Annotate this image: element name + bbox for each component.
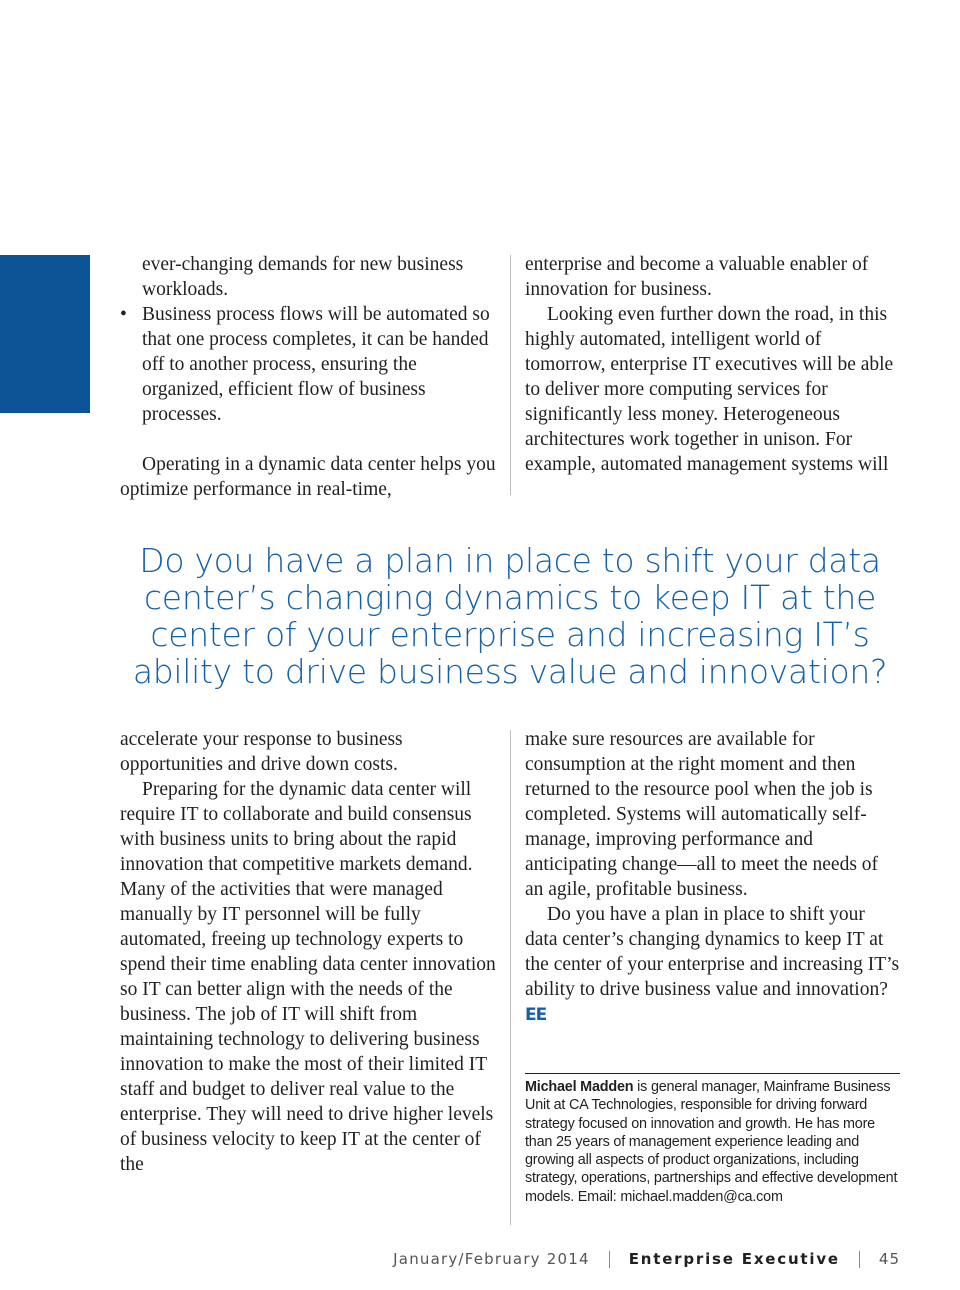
top-right-column — [525, 252, 903, 477]
paragraph: Preparing for the dynamic data center will require IT to collaborate and build consensus with business units to bring about the rapid innovation that competitive markets demand. Many of the activities that were managed manually by IT personnel will be fully automated, freeing up technology experts to spend their time enabling data center innovation so IT can better align with the needs of the business. The job of IT will shift from maintaining technology to delivering business innovation to make the most of their limited IT staff and budget to deliver real value to the enterprise. They will need to drive higher levels of business velocity to keep IT at the center of the — [120, 779, 496, 1175]
top-left-column — [120, 252, 498, 502]
paragraph-text: Do you have a plan in place to shift your data center’s changing dynamics to keep IT at the center of your enterprise and increasing IT’s ability to drive business value and innovation? — [525, 904, 900, 1000]
paragraph — [525, 902, 900, 1028]
author-bio — [525, 1078, 903, 1206]
footer-separator — [859, 1251, 860, 1268]
column-divider — [510, 730, 511, 1225]
bio-divider — [525, 1073, 900, 1074]
publication-name: Enterprise Executive — [628, 1250, 840, 1268]
footer-separator — [609, 1251, 610, 1268]
bio-text: is general manager, Mainframe Business Unit at CA Technologies, responsible for driving forward strategy focused on innovation and growth. He has more than 25 years of management experience leading and growing all aspects of product organizations, including strategy, operations, partnerships and effective development models. Email: michael.madden@ca.com — [525, 1079, 898, 1205]
page-number: 45 — [878, 1250, 900, 1268]
paragraph: Operating in a dynamic data center helps you optimize performance in real-time, — [120, 454, 496, 500]
bottom-right-column — [525, 727, 900, 1028]
bottom-left-column — [120, 727, 498, 1177]
continuation-text: enterprise and become a valuable enabler of innovation for business. — [525, 254, 869, 300]
author-name: Michael Madden — [525, 1079, 634, 1095]
paragraph: Looking even further down the road, in this highly automated, intelligent world of tomorrow, enterprise IT executives will be able to deliver more computing services for significantly less money. Heterogeneous architectures work together in unison. For example, automated management systems will — [525, 304, 894, 475]
pull-quote: Do you have a plan in place to shift your data center’s changing dynamics to keep IT at the center of your enterprise and increasing IT’s ability to drive business value and innovation? — [132, 541, 888, 691]
end-mark: EE — [525, 1005, 547, 1025]
section-tab — [0, 255, 90, 413]
bullet-list — [120, 302, 498, 427]
issue-date: January/February 2014 — [393, 1250, 590, 1268]
column-divider — [510, 255, 511, 495]
page-footer — [393, 1250, 900, 1268]
bullet-item: • Business process flows will be automated so that one process completes, it can be handed off to another process, ensuring the organized, efficient flow of business processes. — [120, 302, 498, 427]
continuation-text: ever-changing demands for new business workloads. — [142, 254, 464, 300]
continuation-text: accelerate your response to business opportunities and drive down costs. — [120, 729, 403, 775]
continuation-text: make sure resources are available for consumption at the right moment and then returned to the resource pool when the job is completed. Systems will automatically self-manage, improving performance and anticipating change—all to meet the needs of an agile, profitable business. — [525, 729, 879, 900]
